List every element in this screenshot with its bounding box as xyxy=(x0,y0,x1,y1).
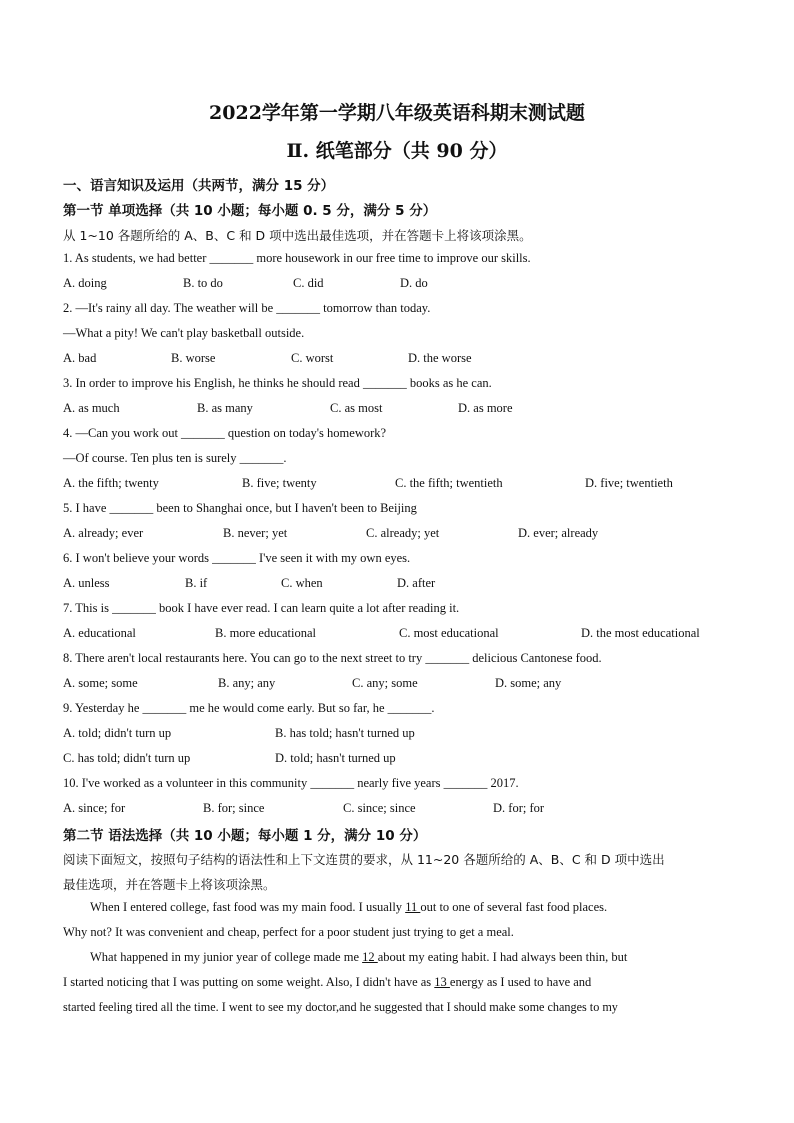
question-9: 9. Yesterday he _______ me he would come early. But so far, he _______. xyxy=(63,701,435,715)
option-2c: C. worst xyxy=(291,351,334,365)
option-8c: C. any; some xyxy=(352,676,418,690)
question-6: 6. I won't believe your words _______ I've seen it with my own eyes. xyxy=(63,551,411,565)
option-10a: A. since; for xyxy=(63,801,126,815)
option-8b: B. any; any xyxy=(218,676,276,690)
option-6d: D. after xyxy=(397,576,436,590)
part1-heading: 一、语言知识及运用（共两节，满分 15 分） xyxy=(63,178,335,194)
option-9b: B. has told; hasn't turned up xyxy=(275,726,415,740)
passage-text: about my eating habit. I had always been thin, but xyxy=(377,950,628,964)
question-4: 4. —Can you work out _______ question on today's homework? xyxy=(63,426,387,440)
page-title: 2022学年第一学期八年级英语科期末测试题 xyxy=(209,102,585,124)
option-5a: A. already; ever xyxy=(63,526,144,540)
option-1a: A. doing xyxy=(63,276,107,290)
option-8a: A. some; some xyxy=(63,676,138,690)
option-10c: C. since; since xyxy=(343,801,416,815)
section2-heading: 第二节 语法选择（共 10 小题；每小题 1 分，满分 10 分） xyxy=(63,828,427,844)
option-8d: D. some; any xyxy=(495,676,562,690)
question-5: 5. I have _______ been to Shanghai once, but I haven't been to Beijing xyxy=(63,501,417,515)
option-5d: D. ever; already xyxy=(518,526,599,540)
option-3b: B. as many xyxy=(197,401,253,415)
option-5b: B. never; yet xyxy=(223,526,288,540)
question-2-reply: —What a pity! We can't play basketball outside. xyxy=(63,326,305,340)
blank-11: 11 xyxy=(405,900,421,914)
question-10: 10. I've worked as a volunteer in this community _______ nearly five years _______ 2017. xyxy=(63,776,519,790)
question-7: 7. This is _______ book I have ever read. I can learn quite a lot after reading it. xyxy=(63,601,460,615)
blank-13: 13 xyxy=(434,975,450,989)
question-8: 8. There aren't local restaurants here. You can go to the next street to try _______ delicious Cantonese food. xyxy=(63,651,602,665)
option-7a: A. educational xyxy=(63,626,136,640)
question-4-reply: —Of course. Ten plus ten is surely _______. xyxy=(63,451,287,465)
option-4a: A. the fifth; twenty xyxy=(63,476,159,490)
passage-line-1 xyxy=(90,900,740,915)
option-2d: D. the worse xyxy=(408,351,472,365)
option-7c: C. most educational xyxy=(399,626,499,640)
passage-line-3 xyxy=(90,950,740,965)
option-9d: D. told; hasn't turned up xyxy=(275,751,396,765)
option-7b: B. more educational xyxy=(215,626,317,640)
option-3c: C. as most xyxy=(330,401,383,415)
passage-line-4 xyxy=(63,975,713,990)
option-4c: C. the fifth; twentieth xyxy=(395,476,503,490)
option-1c: C. did xyxy=(293,276,324,290)
option-4b: B. five; twenty xyxy=(242,476,317,490)
option-5c: C. already; yet xyxy=(366,526,440,540)
option-9c: C. has told; didn't turn up xyxy=(63,751,191,765)
option-6a: A. unless xyxy=(63,576,110,590)
question-1: 1. As students, we had better _______ more housework in our free time to improve our skills. xyxy=(63,251,531,265)
section2-instructions-line2: 最佳选项，并在答题卡上将该项涂黑。 xyxy=(63,877,276,892)
passage-text: What happened in my junior year of college made me xyxy=(90,950,359,964)
option-6c: C. when xyxy=(281,576,323,590)
passage-text: energy as I used to have and xyxy=(449,975,592,989)
passage-text: out to one of several fast food places. xyxy=(420,900,608,914)
section2-instructions-line1: 阅读下面短文，按照句子结构的语法性和上下文连贯的要求，从 11~20 各题所给的 A、B、C 和 D 项中选出 xyxy=(63,852,665,867)
option-10d: D. for; for xyxy=(493,801,545,815)
option-2a: A. bad xyxy=(63,351,97,365)
option-10b: B. for; since xyxy=(203,801,265,815)
passage-text: When I entered college, fast food was my main food. I usually xyxy=(90,900,403,914)
blank-12: 12 xyxy=(362,950,378,964)
passage-text: I started noticing that I was putting on some weight. Also, I didn't have as xyxy=(63,975,432,989)
option-3d: D. as more xyxy=(458,401,513,415)
section1-heading: 第一节 单项选择（共 10 小题；每小题 0. 5 分，满分 5 分） xyxy=(63,203,437,219)
passage-line-2: Why not? It was convenient and cheap, perfect for a poor student just trying to get a meal. xyxy=(63,925,514,939)
question-2: 2. —It's rainy all day. The weather will be _______ tomorrow than today. xyxy=(63,301,431,315)
option-1d: D. do xyxy=(400,276,428,290)
section1-instructions: 从 1~10 各题所给的 A、B、C 和 D 项中选出最佳选项，并在答题卡上将该项涂黑。 xyxy=(63,228,532,243)
option-3a: A. as much xyxy=(63,401,120,415)
option-7d: D. the most educational xyxy=(581,626,700,640)
passage-line-5: started feeling tired all the time. I went to see my doctor,and he suggested that I should make some changes to my xyxy=(63,1000,618,1014)
option-1b: B. to do xyxy=(183,276,223,290)
question-3: 3. In order to improve his English, he thinks he should read _______ books as he can. xyxy=(63,376,492,390)
option-4d: D. five; twentieth xyxy=(585,476,673,490)
option-9a: A. told; didn't turn up xyxy=(63,726,172,740)
page-subtitle: Ⅱ. 纸笔部分（共 90 分） xyxy=(286,140,508,162)
option-6b: B. if xyxy=(185,576,208,590)
option-2b: B. worse xyxy=(171,351,216,365)
